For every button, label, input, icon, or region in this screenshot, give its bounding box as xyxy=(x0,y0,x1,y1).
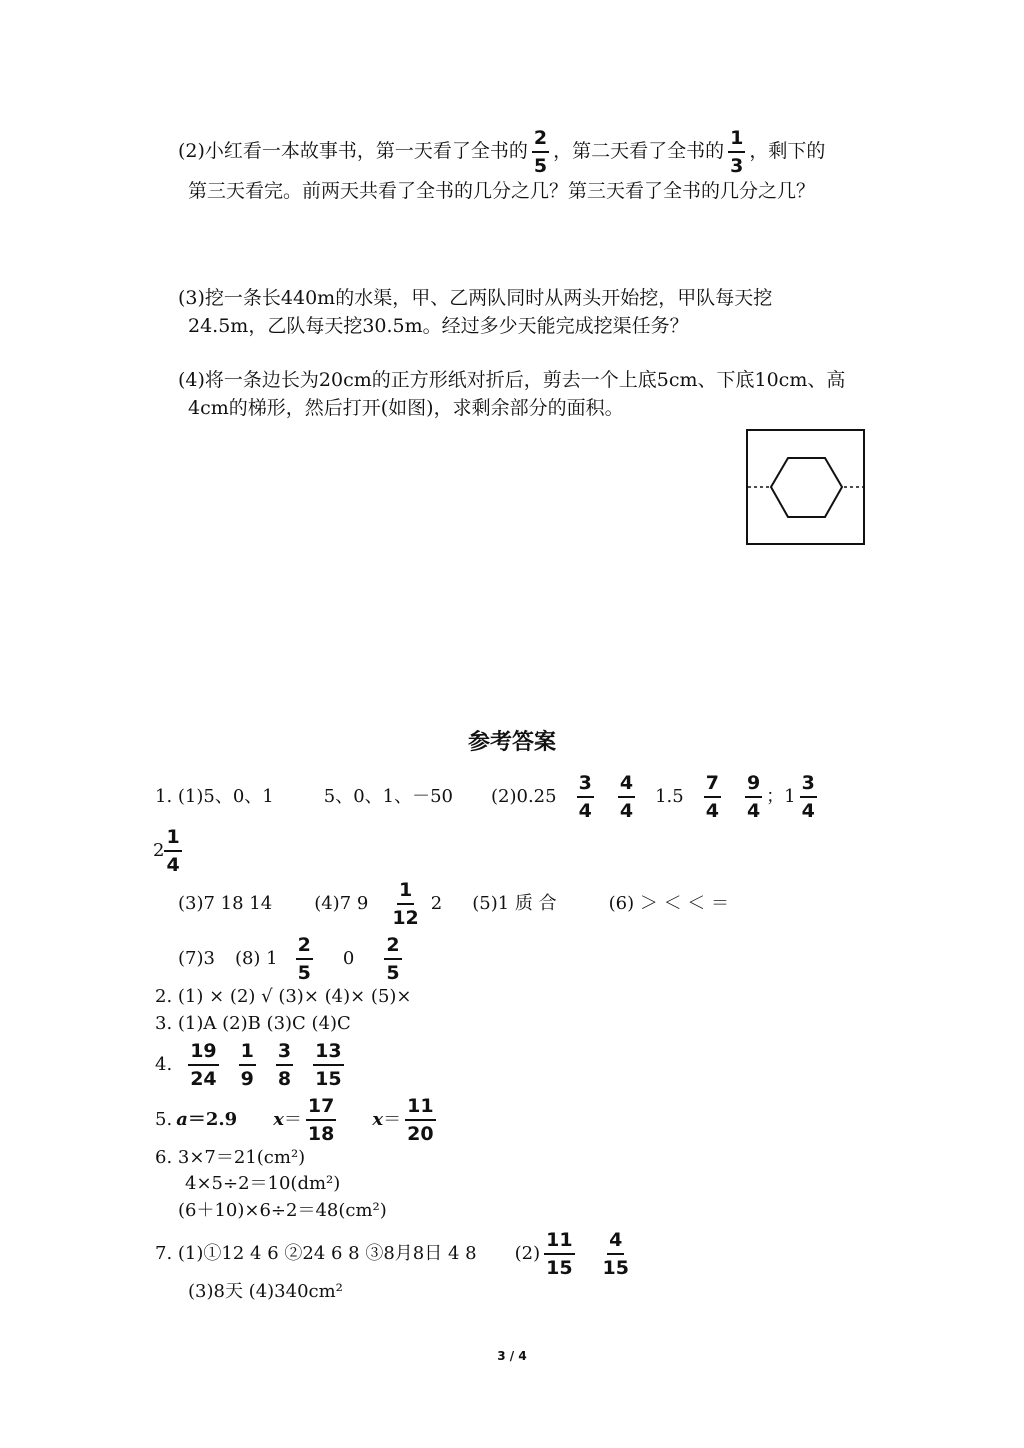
problem-3-line-2: 24.5m，乙队每天挖30.5m。经过多少天能完成挖渠任务？ xyxy=(188,315,689,337)
fraction-11-15: $\frac{11}{15}$ xyxy=(546,1229,573,1279)
fraction-1-12: $\frac{1}{12}$ xyxy=(392,879,419,929)
answer-3: 3. (1)A (2)B (3)C (4)C xyxy=(155,1013,351,1034)
fraction-11-20: $\frac{11}{20}$ xyxy=(407,1095,434,1145)
problem-4-line-1: (4)将一条边长为20cm的正方形纸对折后，剪去一个上底5cm、下底10cm、高 xyxy=(178,369,846,391)
fraction-19-24: $\frac{19}{24}$ xyxy=(190,1040,217,1090)
square-hexagon-figure xyxy=(746,429,868,547)
problem-2-text-b: ，第二天看了全书的 xyxy=(553,140,725,162)
fraction-7-4: $\frac{7}{4}$ xyxy=(705,772,719,822)
answer-6-line-2: 4×5÷2＝10(dm²) xyxy=(185,1173,341,1194)
answer-7-line-1: 7. (1)①12 4 6 ②24 6 8 ③8月8日 4 8 (2) $\frac{11}{15}$ $\frac{4}{15}$ xyxy=(155,1229,629,1279)
fraction-2-5: $\frac{2}{5}$ xyxy=(533,127,548,177)
problem-2-line-1 xyxy=(178,126,825,178)
problem-2-text-a: (2)小红看一本故事书，第一天看了全书的 xyxy=(178,140,528,162)
fraction-1-3: $\frac{1}{3}$ xyxy=(730,127,744,177)
answer-1-line-4: (7)3 (8) 1 $\frac{2}{5}$ 0 $\frac{2}{5}$ xyxy=(178,934,400,984)
answers-title: 参考答案 xyxy=(467,729,556,755)
problem-3-line-1: (3)挖一条长440m的水渠，甲、乙两队同时从两头开始挖，甲队每天挖 xyxy=(178,287,773,309)
fraction-17-18: $\frac{17}{18}$ xyxy=(307,1095,335,1145)
problem-4-line-2: 4cm的梯形，然后打开(如图)，求剩余部分的面积。 xyxy=(188,397,624,419)
fraction-3-4-mixed: $\frac{3}{4}$ xyxy=(801,772,815,822)
fraction-1-4: $\frac{1}{4}$ xyxy=(166,826,180,876)
fraction-2-5-a: $\frac{2}{5}$ xyxy=(297,934,311,984)
fraction-13-15: $\frac{13}{15}$ xyxy=(315,1040,342,1090)
answer-6-line-3: (6＋10)×6÷2＝48(cm²) xyxy=(178,1200,387,1221)
answer-6-line-1: 6. 3×7＝21(cm²) xyxy=(155,1147,306,1168)
answer-5: 5. a＝2.9 x＝ $\frac{17}{18}$ x＝ $\frac{11}{20}$ xyxy=(155,1095,434,1145)
problem-2-line-2: 第三天看完。前两天共看了全书的几分之几？第三天看了全书的几分之几？ xyxy=(188,180,816,202)
fraction-2-5-b: $\frac{2}{5}$ xyxy=(386,934,400,984)
fraction-9-4: $\frac{9}{4}$ xyxy=(746,772,761,822)
fraction-4-4: $\frac{4}{4}$ xyxy=(619,772,634,822)
problem-2-text-c: ，剩下的 xyxy=(749,140,826,162)
fraction-4-15: $\frac{4}{15}$ xyxy=(602,1229,629,1279)
answer-7-line-2: (3)8天 (4)340cm² xyxy=(188,1281,343,1302)
answer-1-line-2: 2 $\frac{1}{4}$ xyxy=(153,826,180,876)
answer-1-line-3: (3)7 18 14 (4)7 9 $\frac{1}{12}$ 2 (5)1 质 合 (6) ＞ ＜ ＜ ＝ xyxy=(178,879,730,929)
page-number: 3 / 4 xyxy=(497,1349,527,1363)
answer-2: 2. (1) × (2) √ (3)× (4)× (5)× xyxy=(155,986,412,1007)
hexagon-cut xyxy=(771,458,842,517)
answer-4: 4. $\frac{19}{24}$ $\frac{1}{9}$ $\frac{3}{8}$ $\frac{13}{15}$ xyxy=(155,1040,342,1090)
fraction-1-9: $\frac{1}{9}$ xyxy=(240,1040,254,1090)
answer-1-line-1: 1. (1)5、0、1 5、0、1、－50 (2)0.25 $\frac{3}{4}$ $\frac{4}{4}$ 1.5 $\frac{7}{4}$ $\frac{9}{4}$ ；1 $\frac{3}{4}$ xyxy=(155,772,815,822)
fraction-3-4: $\frac{3}{4}$ xyxy=(578,772,592,822)
fraction-3-8: $\frac{3}{8}$ xyxy=(277,1040,292,1090)
